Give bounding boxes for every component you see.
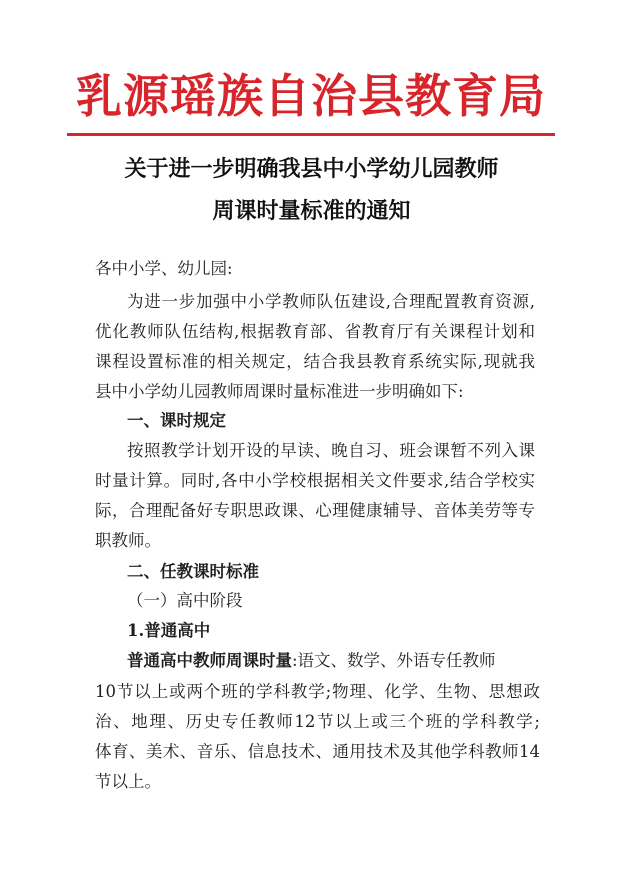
- section-2-line-4: 节以上。: [95, 772, 161, 791]
- section-2-lead-line: [127, 650, 496, 672]
- document-title-line-2: 周课时量标准的通知: [212, 198, 411, 224]
- intro-line-1: 为进一步加强中小学教师队伍建设,合理配置教育资源,: [127, 292, 535, 311]
- section-2-line-3: 体育、美术、音乐、信息技术、通用技术及其他学科教师14: [95, 742, 540, 761]
- section-2-subheading: （一）高中阶段: [127, 591, 243, 610]
- section-2-heading: 二、任教课时标准: [127, 562, 259, 581]
- letterhead-red-rule: [67, 133, 555, 136]
- section-2-line-2: 治、地理、历史专任教师12节以上或三个班的学科教学;: [95, 712, 540, 731]
- section-1-line-1: 按照教学计划开设的早读、晚自习、班会课暂不列入课: [127, 441, 535, 460]
- section-1-heading: 一、课时规定: [127, 411, 226, 430]
- salutation: 各中小学、幼儿园:: [95, 259, 233, 278]
- section-2-lead-bold: 普通高中教师周课时量: [127, 651, 292, 670]
- document-title-line-1: 关于进一步明确我县中小学幼儿园教师: [124, 156, 499, 182]
- section-1-line-4: 职教师。: [95, 531, 161, 550]
- section-1-line-2: 时量计算。同时,各中小学校根据相关文件要求,结合学校实: [95, 471, 535, 490]
- intro-line-4: 县中小学幼儿园教师周课时量标准进一步明确如下:: [95, 382, 464, 401]
- intro-line-3: 课程设置标准的相关规定，结合我县教育系统实际,现就我: [95, 352, 535, 371]
- section-2-lead-rest: :语文、数学、外语专任教师: [292, 651, 496, 670]
- section-1-line-3: 际，合理配备好专职思政课、心理健康辅导、音体美劳等专: [95, 501, 535, 520]
- intro-line-2: 优化教师队伍结构,根据教育部、省教育厅有关课程计划和: [95, 322, 535, 341]
- section-2-line-1: 10节以上或两个班的学科教学;物理、化学、生物、思想政: [95, 682, 540, 701]
- letterhead-title: 乳源瑶族自治县教育局: [76, 69, 546, 123]
- section-2-item-heading: 1.普通高中: [127, 621, 211, 640]
